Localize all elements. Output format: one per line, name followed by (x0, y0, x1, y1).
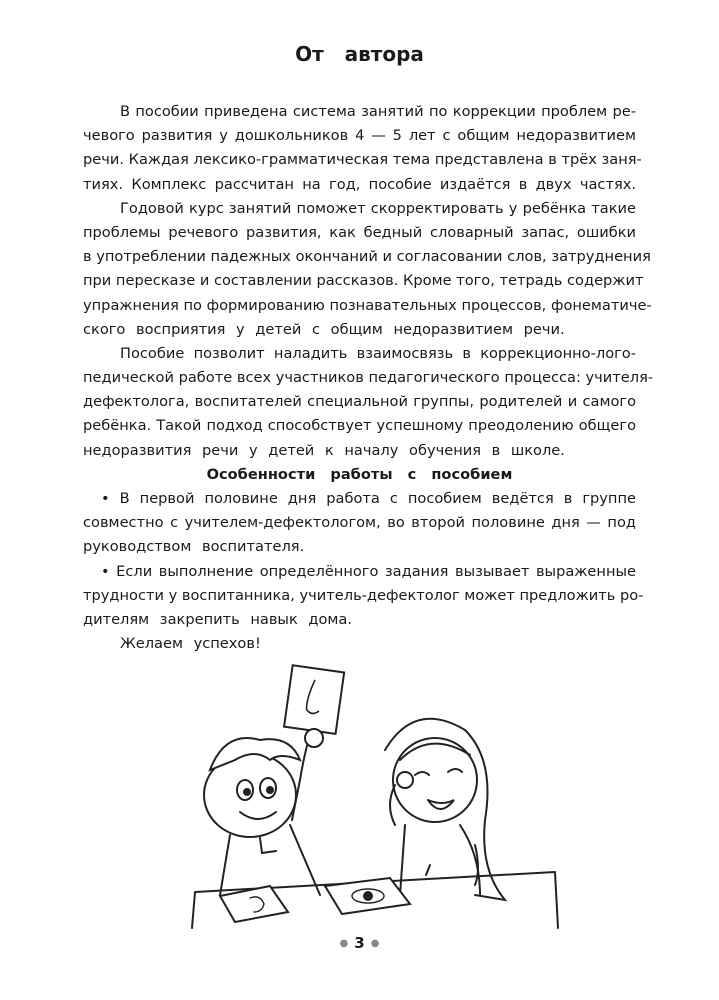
text-line: дефектолога, воспитателей специальной группы, родителей и самого (83, 393, 636, 411)
text-line: Пособие позволит наладить взаимосвязь в коррекционно-лого- (120, 344, 636, 362)
text-line: чевого развития у дошкольников 4 — 5 лет с общим недоразвитием (83, 127, 636, 145)
page-number (0, 934, 719, 952)
body-text (83, 100, 654, 656)
section-heading: Особенности работы с пособием (206, 465, 513, 483)
ear-card (220, 886, 288, 922)
text-line: при пересказе и составлении рассказов. Кроме того, тетрадь содержит (83, 272, 644, 290)
bullet-icon: ● (339, 938, 349, 949)
text-line: тиях. Комплекс рассчитан на год, пособие издаётся в двух частях. (83, 175, 636, 193)
text-line: ребёнка. Такой подход способствует успешному преодолению общего (83, 417, 636, 435)
text-line: педической работе всех участников педагогического процесса: учителя- (83, 369, 654, 387)
text-line: недоразвития речи у детей к началу обучения в школе. (83, 441, 565, 459)
bullet-line: • Если выполнение определённого задания вызывает выраженные (101, 562, 636, 580)
bullet-icon: ● (370, 938, 380, 949)
text-line: совместно с учителем-дефектологом, во второй половине дня — под (83, 514, 636, 532)
girl-figure (385, 719, 505, 900)
text-line: упражнения по формированию познавательных процессов, фонематиче- (83, 296, 652, 314)
text-line: в употреблении падежных окончаний и согласовании слов, затруднения (83, 248, 651, 266)
text-line: проблемы речевого развития, как бедный словарный запас, ошибки (83, 223, 636, 241)
closing-line: Желаем успехов! (120, 635, 261, 653)
text-line: дителям закрепить навык дома. (83, 610, 353, 628)
bullet-line: • В первой половине дня работа с пособием ведётся в группе (101, 490, 636, 507)
text-line: трудности у воспитанника, учитель-дефектолог может предложить ро- (83, 586, 644, 604)
text-line: В пособии приведена система занятий по коррекции проблем ре- (120, 103, 636, 120)
text-line: речи. Каждая лексико-грамматическая тема представлена в трёх заня- (83, 151, 642, 169)
text-line: Годовой курс занятий поможет скорректировать у ребёнка такие (120, 199, 636, 217)
page-number-text: 3 (354, 934, 365, 952)
text-line: руководством воспитателя. (83, 538, 305, 556)
boy-figure (204, 729, 323, 895)
nose-card (284, 665, 344, 734)
page-title: От автора (295, 42, 424, 66)
children-illustration (190, 660, 560, 930)
text-line: ского восприятия у детей с общим недоразвитием речи. (83, 320, 565, 338)
